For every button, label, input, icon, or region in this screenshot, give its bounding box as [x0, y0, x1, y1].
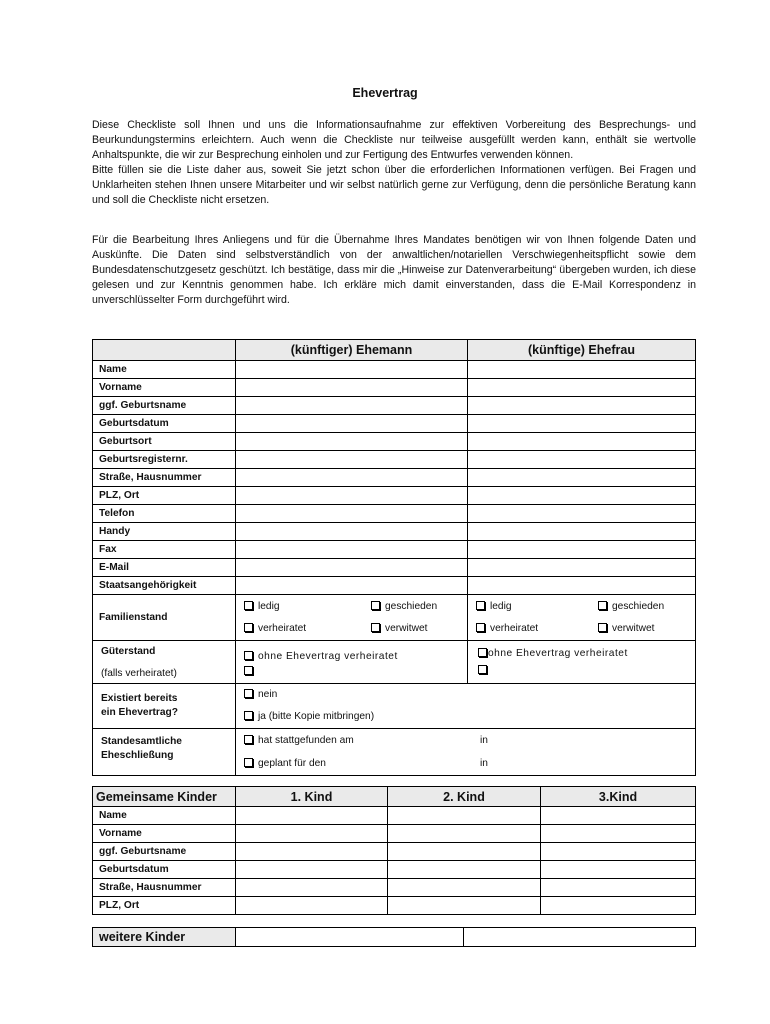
- kind2-cell[interactable]: [388, 843, 541, 861]
- husband-geschieden-option[interactable]: [371, 596, 437, 618]
- ehevertrag-ja-option[interactable]: [244, 706, 695, 728]
- option-label: ledig: [258, 600, 280, 612]
- table-row: [93, 451, 696, 469]
- husband-geburtsort-cell[interactable]: [236, 433, 468, 451]
- row-label: ggf. Geburtsname: [93, 397, 236, 415]
- table-row: [93, 523, 696, 541]
- row-label: Telefon: [93, 505, 236, 523]
- checkbox-icon[interactable]: [244, 758, 253, 767]
- wife-name-cell[interactable]: [468, 361, 696, 379]
- checkbox-icon[interactable]: [244, 651, 253, 660]
- wife-handy-cell[interactable]: [468, 523, 696, 541]
- option-label: geschieden: [612, 600, 665, 612]
- kind3-cell[interactable]: [541, 807, 696, 825]
- kind1-cell[interactable]: [236, 879, 388, 897]
- option-label: ohne Ehevertrag verheiratet: [488, 648, 628, 659]
- header-wife: (künftige) Ehefrau: [468, 340, 696, 361]
- row-label: Handy: [93, 523, 236, 541]
- table-row: [93, 379, 696, 397]
- wife-telefon-cell[interactable]: [468, 505, 696, 523]
- ehevertrag-options-cell: [236, 684, 696, 729]
- row-label: Vorname: [93, 825, 236, 843]
- husband-strasse-cell[interactable]: [236, 469, 468, 487]
- row-label: Name: [93, 361, 236, 379]
- familienstand-label: Familienstand: [93, 595, 236, 641]
- row-label: Straße, Hausnummer: [93, 879, 236, 897]
- option-label: geplant für den: [258, 758, 326, 769]
- table-row: [93, 861, 696, 879]
- wife-plz-cell[interactable]: [468, 487, 696, 505]
- wife-familienstand-cell: [468, 595, 696, 641]
- table-row: [93, 433, 696, 451]
- header-kind-2: 2. Kind: [388, 787, 541, 807]
- table-row: [93, 825, 696, 843]
- checkbox-icon[interactable]: [244, 623, 253, 632]
- husband-other-option[interactable]: [244, 664, 467, 679]
- header-kind-1: 1. Kind: [236, 787, 388, 807]
- checkbox-icon[interactable]: [244, 601, 253, 610]
- option-label: verwitwet: [385, 622, 428, 634]
- kind2-cell[interactable]: [388, 897, 541, 915]
- wife-registernr-cell[interactable]: [468, 451, 696, 469]
- table-row: [93, 469, 696, 487]
- more-children-row: [93, 928, 696, 947]
- standesamt-options-cell: [236, 729, 696, 776]
- table-row: [93, 487, 696, 505]
- wife-fax-cell[interactable]: [468, 541, 696, 559]
- option-label: verheiratet: [258, 622, 307, 634]
- husband-vorname-cell[interactable]: [236, 379, 468, 397]
- wife-staatsangehoerigkeit-cell[interactable]: [468, 577, 696, 595]
- checkbox-icon[interactable]: [478, 665, 487, 674]
- kind1-cell[interactable]: [236, 807, 388, 825]
- kind3-cell[interactable]: [541, 897, 696, 915]
- checkbox-icon[interactable]: [244, 735, 253, 744]
- standesamt-geplant-option[interactable]: [244, 752, 480, 775]
- gueterstand-sub: (falls verheiratet): [101, 668, 177, 679]
- row-label: Staatsangehörigkeit: [93, 577, 236, 595]
- header-husband: (künftiger) Ehemann: [236, 340, 468, 361]
- husband-geburtsname-cell[interactable]: [236, 397, 468, 415]
- table-row: [93, 897, 696, 915]
- row-label: E-Mail: [93, 559, 236, 577]
- wife-ledig-option[interactable]: [476, 596, 598, 618]
- table-row: [93, 397, 696, 415]
- table-row: [93, 879, 696, 897]
- option-label: ja (bitte Kopie mitbringen): [258, 711, 375, 722]
- kind2-cell[interactable]: [388, 825, 541, 843]
- kind2-cell[interactable]: [388, 879, 541, 897]
- checkbox-icon[interactable]: [244, 689, 253, 698]
- children-table: [92, 786, 696, 915]
- row-label: Geburtsdatum: [93, 415, 236, 433]
- kind3-cell[interactable]: [541, 825, 696, 843]
- husband-registernr-cell[interactable]: [236, 451, 468, 469]
- option-label: verheiratet: [490, 622, 539, 634]
- checkbox-icon[interactable]: [598, 623, 607, 632]
- ehevertrag-row: [93, 684, 696, 729]
- weitere-kinder-cell-2[interactable]: [464, 928, 696, 947]
- intro-block: [92, 118, 696, 208]
- option-label: ohne Ehevertrag verheiratet: [258, 651, 398, 662]
- row-label: Fax: [93, 541, 236, 559]
- ehevertrag-label-line1: Existiert bereits: [101, 693, 178, 704]
- row-label: PLZ, Ort: [93, 487, 236, 505]
- husband-email-cell[interactable]: [236, 559, 468, 577]
- weitere-kinder-cell-1[interactable]: [236, 928, 464, 947]
- checkbox-icon[interactable]: [244, 711, 253, 720]
- children-table-header: [93, 787, 696, 807]
- kind3-cell[interactable]: [541, 861, 696, 879]
- option-label: hat stattgefunden am: [258, 735, 354, 746]
- gueterstand-label: Güterstand: [101, 646, 156, 657]
- standesamt-label-cell: [93, 729, 236, 776]
- checkbox-icon[interactable]: [244, 666, 253, 675]
- table-row: [93, 807, 696, 825]
- row-label: Vorname: [93, 379, 236, 397]
- row-label: Straße, Hausnummer: [93, 469, 236, 487]
- checkbox-icon[interactable]: [478, 648, 487, 657]
- husband-plz-cell[interactable]: [236, 487, 468, 505]
- wife-geschieden-option[interactable]: [598, 596, 664, 618]
- husband-geburtsdatum-cell[interactable]: [236, 415, 468, 433]
- intro-paragraph-1: Diese Checkliste soll Ihnen und uns die Informationsaufnahme zur effektiven Vorbereitung des Besprechungs- und Beurkundungstermins erleichtern. Auch wenn die Checkliste nur teilweise ausgefüllt werden kann, enthält sie wertvolle Anhaltspunkte, die wir zur Besprechung einholen und zur Fertigung des Entwurfes verwenden können.: [92, 119, 696, 161]
- husband-gueterstand-cell: [236, 641, 468, 684]
- wife-vorname-cell[interactable]: [468, 379, 696, 397]
- wife-ohne-ehevertrag-option[interactable]: [478, 645, 695, 662]
- table-row: [93, 415, 696, 433]
- intro-paragraph-2: Bitte füllen sie die Liste daher aus, soweit Sie jetzt schon über die erforderlichen Informationen verfügen. Bei Fragen und Unklarheiten stehen Ihnen unsere Mitarbeiter und wir selbst natürlich gerne zur Verfügung, denn die persönliche Beratung kann und soll die Checkliste nicht ersetzen.: [92, 164, 696, 206]
- kind1-cell[interactable]: [236, 861, 388, 879]
- kind1-cell[interactable]: [236, 825, 388, 843]
- table-row: [93, 577, 696, 595]
- row-label: PLZ, Ort: [93, 897, 236, 915]
- husband-fax-cell[interactable]: [236, 541, 468, 559]
- kind1-cell[interactable]: [236, 843, 388, 861]
- option-label: verwitwet: [612, 622, 655, 634]
- checkbox-icon[interactable]: [598, 601, 607, 610]
- row-label: Geburtsregisternr.: [93, 451, 236, 469]
- header-empty: [93, 340, 236, 361]
- standesamt-stattgefunden-option[interactable]: [244, 729, 480, 752]
- ehevertrag-nein-option[interactable]: [244, 684, 695, 706]
- kind1-cell[interactable]: [236, 897, 388, 915]
- wife-strasse-cell[interactable]: [468, 469, 696, 487]
- husband-telefon-cell[interactable]: [236, 505, 468, 523]
- wife-other-option[interactable]: [478, 662, 695, 679]
- gueterstand-label-cell: [93, 641, 236, 684]
- option-label: geschieden: [385, 600, 438, 612]
- standesamt-in-label: in: [480, 735, 488, 746]
- row-label: Geburtsort: [93, 433, 236, 451]
- standesamt-row: [93, 729, 696, 776]
- spouse-table: [92, 339, 696, 776]
- table-row: [93, 505, 696, 523]
- wife-geburtsort-cell[interactable]: [468, 433, 696, 451]
- checkbox-icon[interactable]: [371, 601, 380, 610]
- row-label: ggf. Geburtsname: [93, 843, 236, 861]
- kind2-cell[interactable]: [388, 807, 541, 825]
- weitere-kinder-label: weitere Kinder: [93, 928, 236, 947]
- wife-geburtsname-cell[interactable]: [468, 397, 696, 415]
- kind3-cell[interactable]: [541, 843, 696, 861]
- husband-ledig-option[interactable]: [244, 596, 371, 618]
- gueterstand-row: [93, 641, 696, 684]
- table-row: [93, 559, 696, 577]
- spouse-table-header: [93, 340, 696, 361]
- table-row: [93, 541, 696, 559]
- standesamt-label-line2: Eheschließung: [101, 750, 174, 761]
- wife-email-cell[interactable]: [468, 559, 696, 577]
- option-label: ledig: [490, 600, 512, 612]
- more-children-table: [92, 927, 696, 947]
- kind2-cell[interactable]: [388, 861, 541, 879]
- wife-verheiratet-option[interactable]: [476, 618, 598, 640]
- standesamt-label-line1: Standesamtliche: [101, 736, 182, 747]
- table-row: [93, 361, 696, 379]
- husband-name-cell[interactable]: [236, 361, 468, 379]
- checkbox-icon[interactable]: [371, 623, 380, 632]
- standesamt-in-label: in: [480, 758, 488, 769]
- husband-verwitwet-option[interactable]: [371, 618, 427, 640]
- header-kind-3: 3.Kind: [541, 787, 696, 807]
- ehevertrag-label-cell: [93, 684, 236, 729]
- table-row: [93, 843, 696, 861]
- header-gemeinsame-kinder: Gemeinsame Kinder: [93, 787, 236, 807]
- checkbox-icon[interactable]: [476, 623, 485, 632]
- kind3-cell[interactable]: [541, 879, 696, 897]
- option-label: nein: [258, 689, 278, 700]
- husband-familienstand-cell: [236, 595, 468, 641]
- wife-gueterstand-cell: [468, 641, 696, 684]
- checkbox-icon[interactable]: [476, 601, 485, 610]
- wife-verwitwet-option[interactable]: [598, 618, 654, 640]
- intro-paragraph-3: Für die Bearbeitung Ihres Anliegens und für die Übernahme Ihres Mandates benötigen wir von Ihnen folgende Daten und Auskünfte. Die Daten sind selbstverständlich von der anwaltlichen/notariellen Verschwiegenheitspflicht sowie dem Bundesdatenschutzgesetz geschützt. Ich bestätige, dass mir die „Hinweise zur Datenverarbeitung“ übergeben wurden, ich diese gelesen und zur Kenntnis genommen habe. Ich erkläre mich damit einverstanden, dass die E-Mail Korrespondenz in unverschlüsselter Form durchgeführt wird.: [92, 234, 696, 306]
- husband-ohne-ehevertrag-option[interactable]: [244, 649, 467, 664]
- row-label: Geburtsdatum: [93, 861, 236, 879]
- husband-handy-cell[interactable]: [236, 523, 468, 541]
- familienstand-row: [93, 595, 696, 641]
- document-title: Ehevertrag: [352, 86, 418, 100]
- row-label: Name: [93, 807, 236, 825]
- wife-geburtsdatum-cell[interactable]: [468, 415, 696, 433]
- husband-verheiratet-option[interactable]: [244, 618, 371, 640]
- ehevertrag-label-line2: ein Ehevertrag?: [101, 707, 178, 718]
- husband-staatsangehoerigkeit-cell[interactable]: [236, 577, 468, 595]
